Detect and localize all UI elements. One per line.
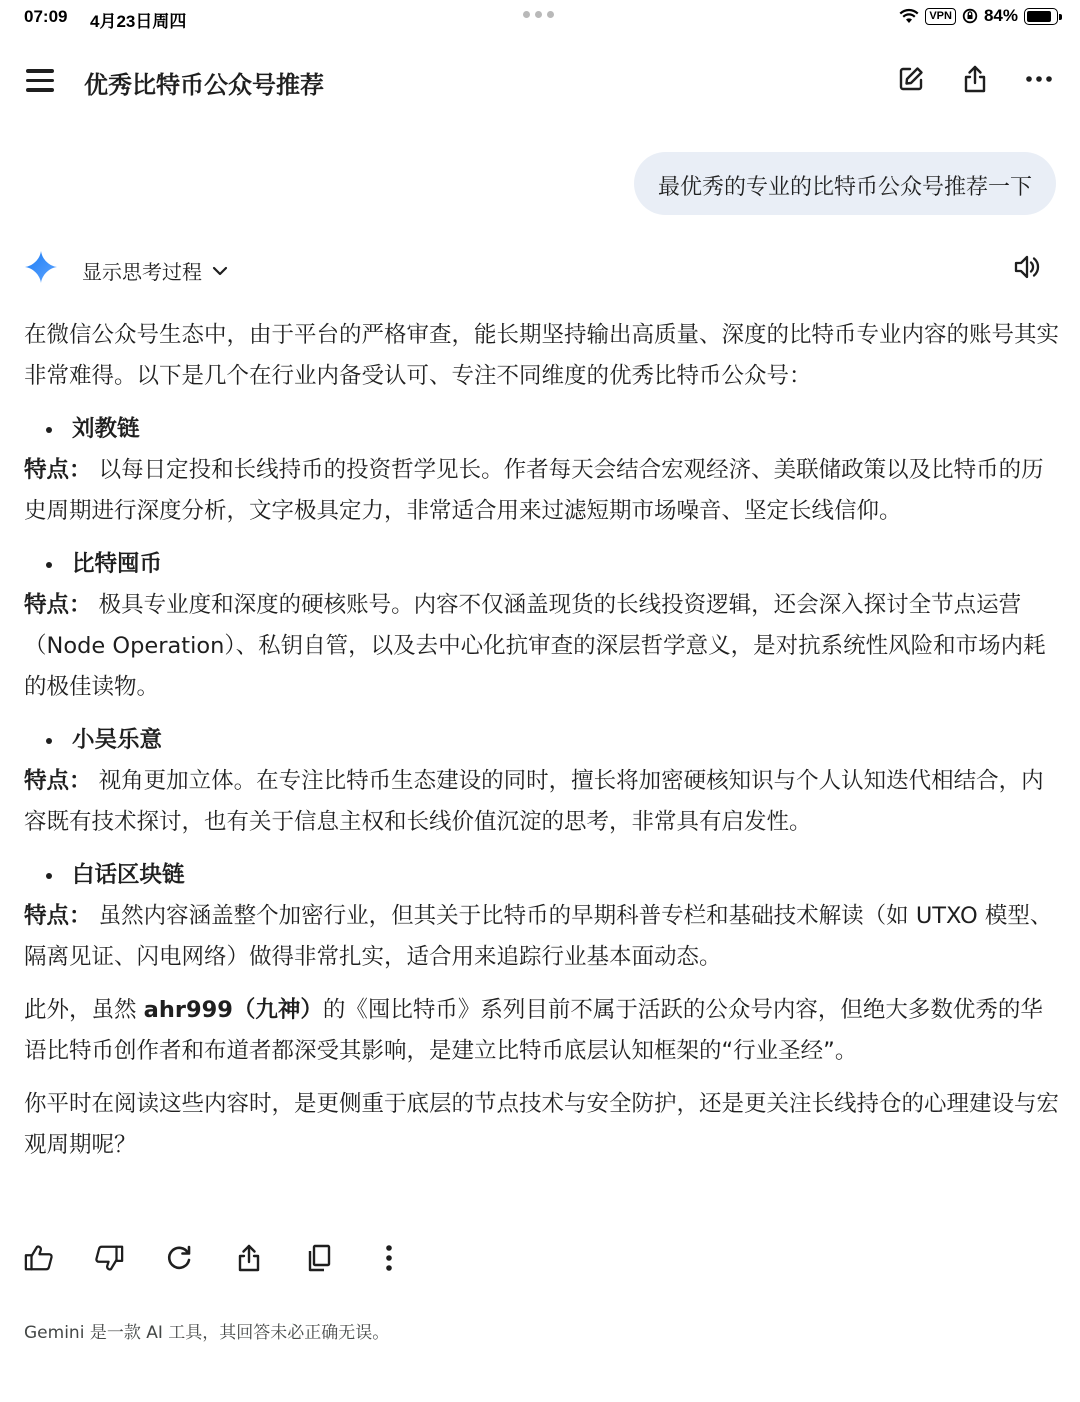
show-thinking-label: 显示思考过程: [82, 260, 202, 284]
vpn-badge: VPN: [925, 8, 956, 25]
disclaimer: Gemini 是一款 AI 工具，其回答未必正确无误。: [24, 1323, 390, 1343]
model-response: [24, 315, 1060, 1178]
status-time: 07:09: [24, 7, 68, 26]
battery-percent: 84%: [983, 6, 1018, 25]
status-date: 4月23日周四: [90, 12, 187, 31]
response-question: 你平时在阅读这些内容时，是更侧重于底层的节点技术与安全防护，还是更关注长线持仓的心理建设与宏观周期呢？: [24, 1091, 1060, 1158]
account-desc: [24, 585, 1060, 708]
share-icon[interactable]: [234, 1240, 264, 1276]
outro-suffix: 的《囤比特币》系列目前不属于活跃的公众号内容，但绝大多数优秀的华语比特币创作者和布道者都深受其影响，是建立比特币底层认知框架的“行业圣经”。: [24, 997, 1043, 1064]
status-bar: [0, 0, 1080, 36]
outro-prefix: 此外，虽然: [24, 997, 144, 1023]
thumbs-up-icon[interactable]: [24, 1240, 54, 1276]
edit-icon[interactable]: [896, 64, 926, 94]
multitask-dots-icon[interactable]: [523, 11, 554, 18]
feature-label: 特点：: [24, 768, 92, 794]
feature-label: 特点：: [24, 903, 92, 929]
user-message-bubble: 最优秀的专业的比特币公众号推荐一下: [634, 152, 1056, 215]
bullet-icon: [46, 562, 52, 568]
chevron-down-icon: [212, 266, 228, 276]
account-desc: [24, 761, 1060, 843]
bullet-icon: [46, 427, 52, 433]
copy-icon[interactable]: [304, 1240, 334, 1276]
more-icon[interactable]: [1024, 64, 1054, 94]
model-response-header: [24, 250, 1056, 286]
account-name: 白话区块链: [72, 862, 185, 888]
share-icon[interactable]: [960, 64, 990, 94]
account-item: [24, 720, 1060, 843]
app-bar: [0, 52, 1080, 112]
feature-label: 特点：: [24, 457, 92, 483]
bullet-icon: [46, 738, 52, 744]
response-intro: 在微信公众号生态中，由于平台的严格审查，能长期坚持输出高质量、深度的比特币专业内容的账号其实非常难得。以下是几个在行业内备受认可、专注不同维度的优秀比特币公众号：: [24, 322, 1060, 389]
show-thinking-toggle[interactable]: [82, 256, 228, 285]
account-desc-text: 虽然内容涵盖整个加密行业，但其关于比特币的早期科普专栏和基础技术解读（如 UTXO 模型、隔离见证、闪电网络）做得非常扎实，适合用来追踪行业基本面动态。: [24, 903, 1053, 970]
account-item: [24, 544, 1060, 708]
thumbs-down-icon[interactable]: [94, 1240, 124, 1276]
account-item: [24, 855, 1060, 978]
speaker-icon[interactable]: [1012, 252, 1042, 286]
gemini-logo-icon: [24, 250, 58, 284]
account-desc: [24, 450, 1060, 532]
account-desc-text: 极具专业度和深度的硬核账号。内容不仅涵盖现货的长线投资逻辑，还会深入探讨全节点运营（Node Operation）、私钥自管，以及去中心化抗审查的深层哲学意义，是对抗系统性风险和市场内耗的极佳读物。: [24, 592, 1046, 700]
account-name: 刘教链: [72, 416, 140, 442]
battery-icon: [1024, 8, 1058, 25]
menu-icon[interactable]: [26, 69, 56, 93]
status-indicators: [899, 6, 1058, 26]
orientation-lock-icon: [962, 8, 978, 24]
refresh-icon[interactable]: [164, 1240, 194, 1276]
account-item: [24, 409, 1060, 532]
response-actions: [24, 1240, 404, 1276]
response-outro: [24, 990, 1060, 1072]
outro-bold: ahr999（九神）: [143, 997, 323, 1023]
account-desc: [24, 896, 1060, 978]
account-desc-text: 以每日定投和长线持币的投资哲学见长。作者每天会结合宏观经济、美联储政策以及比特币的历史周期进行深度分析，文字极具定力，非常适合用来过滤短期市场噪音、坚定长线信仰。: [24, 457, 1044, 524]
page-title: 优秀比特币公众号推荐: [84, 71, 324, 99]
more-vertical-icon[interactable]: [374, 1240, 404, 1276]
feature-label: 特点：: [24, 592, 92, 618]
account-name: 比特囤币: [72, 551, 163, 577]
account-name: 小吴乐意: [72, 727, 163, 753]
bullet-icon: [46, 873, 52, 879]
account-desc-text: 视角更加立体。在专注比特币生态建设的同时，擅长将加密硬核知识与个人认知迭代相结合，内容既有技术探讨，也有关于信息主权和长线价值沉淀的思考，非常具有启发性。: [24, 768, 1044, 835]
wifi-icon: [899, 8, 919, 24]
